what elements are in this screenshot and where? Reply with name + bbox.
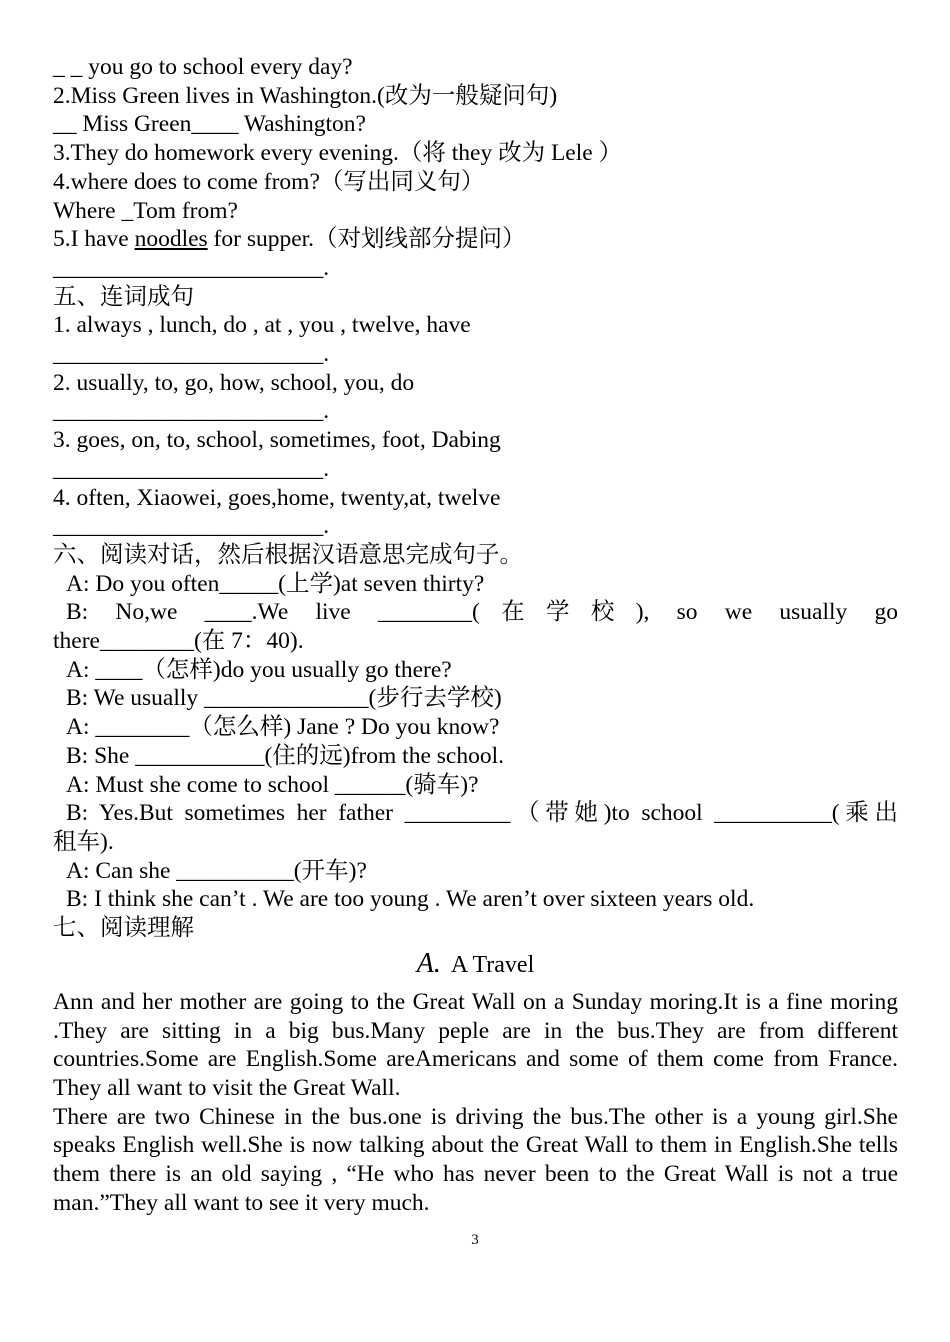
sec5-item-2: 2. usually, to, go, how, school, you, do: [53, 369, 415, 396]
dialogue-line: A: ____（怎样)do you usually go there?: [66, 656, 452, 683]
page-number: 3: [471, 1232, 479, 1248]
underlined-word: noodles: [134, 226, 208, 253]
answer-line: _______________________.: [53, 341, 330, 368]
answer-line: _______________________.: [53, 513, 330, 540]
sec4-line-7-pre: 5.I have: [53, 226, 135, 253]
passage-title-text: A Travel: [450, 951, 535, 978]
dialogue-line: B: We usually ______________(步行去学校): [66, 685, 502, 712]
dialogue-line: B: No,we ____.We live ________(在学校), so we usually go: [66, 599, 898, 626]
sec4-line-7: [53, 225, 898, 254]
passage-paragraph-2: There are two Chinese in the bus.one is driving the bus.The other is a young girl.She speaks English well.She is now talking about the Great Wall to them in English.She tells them there is an old saying , “He who has never been to the Great Wall is not a true man.”They all want to see it very much.: [53, 1103, 898, 1216]
sec5-item-3: 3. goes, on, to, school, sometimes, foot, Dabing: [53, 427, 501, 454]
section-heading-7: 七、阅读理解: [53, 915, 194, 942]
sec4-line-4: 3.They do homework every evening.（将 they 改为 Lele ）: [53, 140, 623, 167]
sec4-line-6: Where _Tom from?: [53, 197, 238, 224]
passage-title: [53, 947, 898, 982]
sec4-line-7-post: for supper.（对划线部分提问）: [207, 226, 526, 253]
passage-letter: A.: [416, 947, 441, 979]
dialogue-line: there________(在 7：40).: [53, 628, 304, 655]
answer-line: _______________________.: [53, 455, 330, 482]
dialogue-line: A: Can she __________(开车)?: [66, 857, 367, 884]
section-heading-6: 六、阅读对话，然后根据汉语意思完成句子。: [53, 541, 523, 568]
dialogue-line: A: Do you often_____(上学)at seven thirty?: [66, 570, 485, 597]
dialogue-line: B: Yes.But sometimes her father _________（带她)to school __________(乘出: [66, 800, 898, 827]
dialogue-line: A: ________（怎么样) Jane ? Do you know?: [66, 714, 500, 741]
passage-paragraph-1: Ann and her mother are going to the Great Wall on a Sunday moring.It is a fine moring .They are sitting in a big bus.Many peple are in the bus.They are from different countries.Some are English.Some areAmericans and some of them come from France. They all want to visit the Great Wall.: [53, 988, 898, 1101]
answer-line: _______________________.: [53, 398, 330, 425]
document-page: [53, 53, 898, 1217]
dialogue-line: B: I think she can’t . We are too young . We aren’t over sixteen years old.: [66, 886, 755, 913]
answer-line: _______________________.: [53, 254, 330, 281]
sec4-line-5: 4.where does to come from?（写出同义句）: [53, 168, 485, 195]
dialogue-line: B: She ___________(住的远)from the school.: [66, 742, 504, 769]
sec4-line-3: __ Miss Green____ Washington?: [53, 111, 366, 138]
dialogue-line: 租车).: [53, 828, 114, 855]
sec4-line-2: 2.Miss Green lives in Washington.(改为一般疑问句): [53, 82, 558, 109]
dialogue-line: A: Must she come to school ______(骑车)?: [66, 771, 479, 798]
sec5-item-1: 1. always , lunch, do , at , you , twelve, have: [53, 312, 471, 339]
section-heading-5: 五、连词成句: [53, 283, 194, 310]
sec4-line-1: _ _ you go to school every day?: [53, 54, 353, 80]
sec5-item-4: 4. often, Xiaowei, goes,home, twenty,at, twelve: [53, 484, 501, 511]
